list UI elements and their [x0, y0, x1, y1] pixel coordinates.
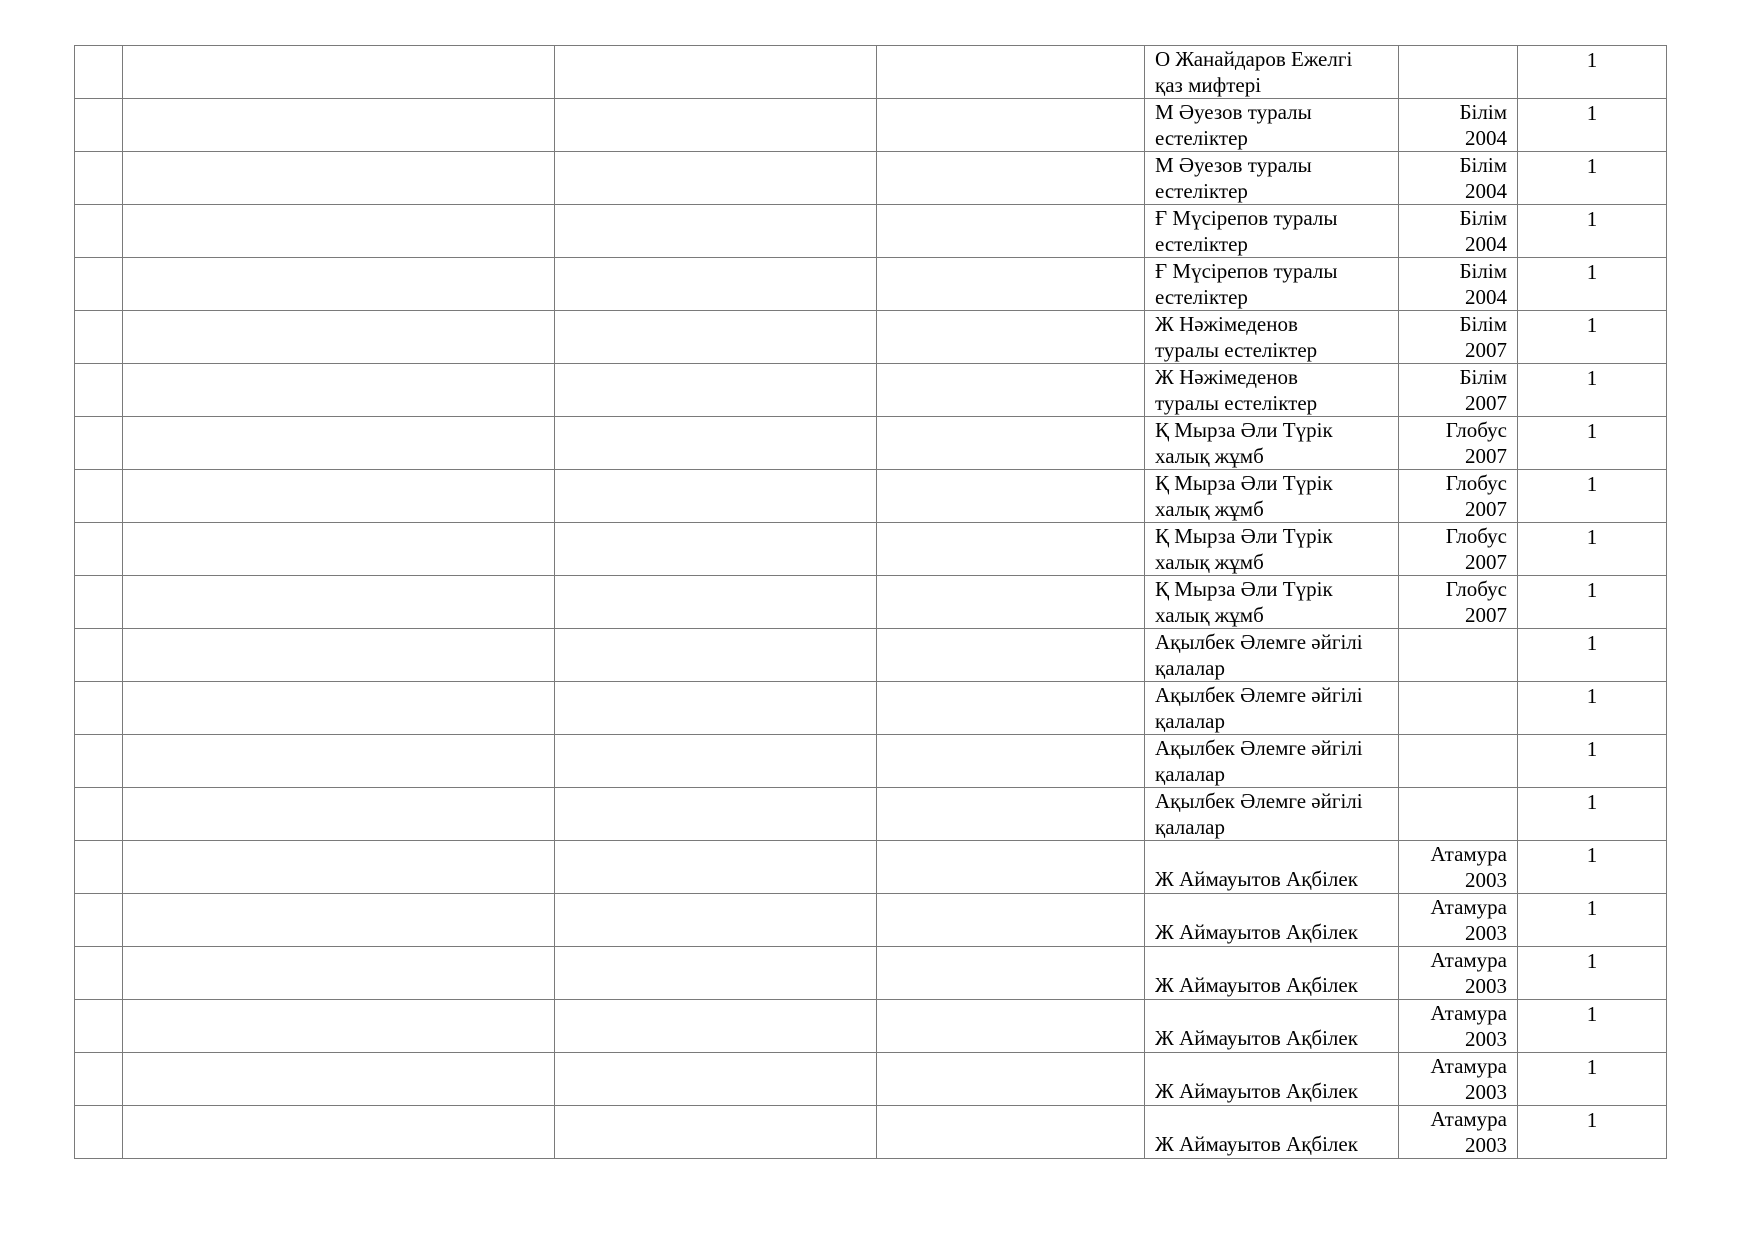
publisher-line: Атамура [1430, 895, 1507, 919]
table-row [75, 1053, 1667, 1106]
quantity-cell: 1 [1518, 1053, 1667, 1106]
book-title-line: естеліктер [1155, 126, 1248, 150]
empty-cell [555, 364, 877, 417]
quantity-cell: 1 [1518, 841, 1667, 894]
empty-cell [75, 1000, 123, 1053]
book-title-cell [1145, 629, 1399, 682]
publisher-cell [1399, 1053, 1518, 1106]
quantity-cell: 1 [1518, 258, 1667, 311]
table-row [75, 523, 1667, 576]
empty-cell [877, 152, 1145, 205]
publisher-cell [1399, 99, 1518, 152]
quantity-cell: 1 [1518, 947, 1667, 1000]
empty-cell [877, 523, 1145, 576]
empty-cell [75, 152, 123, 205]
publisher-line: 2007 [1465, 603, 1507, 627]
table-row [75, 682, 1667, 735]
publisher-cell [1399, 894, 1518, 947]
empty-cell [555, 152, 877, 205]
book-title-line: Ақылбек Әлемге әйгілі [1155, 683, 1363, 707]
table-row [75, 735, 1667, 788]
book-title-cell [1145, 788, 1399, 841]
quantity-cell: 1 [1518, 46, 1667, 99]
empty-cell [555, 682, 877, 735]
table-row [75, 788, 1667, 841]
publisher-line: 2003 [1465, 974, 1507, 998]
empty-cell [123, 894, 555, 947]
empty-cell [877, 629, 1145, 682]
book-title-line: қаз мифтері [1155, 73, 1262, 97]
publisher-line: 2004 [1465, 232, 1507, 256]
empty-cell [555, 417, 877, 470]
publisher-line: 2003 [1465, 1133, 1507, 1157]
empty-cell [75, 205, 123, 258]
empty-cell [75, 735, 123, 788]
publisher-cell [1399, 788, 1518, 841]
quantity-cell: 1 [1518, 311, 1667, 364]
book-title-cell [1145, 841, 1399, 894]
book-title-cell [1145, 523, 1399, 576]
quantity-cell: 1 [1518, 576, 1667, 629]
quantity-cell: 1 [1518, 629, 1667, 682]
publisher-line: 2007 [1465, 444, 1507, 468]
table-row [75, 152, 1667, 205]
publisher-line: Білім [1459, 206, 1507, 230]
empty-cell [555, 629, 877, 682]
empty-cell [75, 523, 123, 576]
empty-cell [123, 841, 555, 894]
quantity-cell: 1 [1518, 682, 1667, 735]
book-title-line: халық жұмб [1155, 603, 1264, 627]
table-row [75, 841, 1667, 894]
empty-cell [75, 364, 123, 417]
empty-cell [555, 258, 877, 311]
empty-cell [123, 311, 555, 364]
empty-cell [123, 205, 555, 258]
empty-cell [555, 1106, 877, 1159]
book-title-line: Ж Аймауытов Ақбілек [1155, 1079, 1358, 1103]
empty-cell [555, 523, 877, 576]
publisher-line: Білім [1459, 259, 1507, 283]
empty-cell [555, 205, 877, 258]
book-title-line: халық жұмб [1155, 497, 1264, 521]
table-row [75, 46, 1667, 99]
quantity-cell: 1 [1518, 364, 1667, 417]
book-title-line: естеліктер [1155, 232, 1248, 256]
empty-cell [123, 735, 555, 788]
empty-cell [877, 470, 1145, 523]
publisher-line: 2004 [1465, 126, 1507, 150]
empty-cell [877, 258, 1145, 311]
quantity-cell: 1 [1518, 894, 1667, 947]
empty-cell [123, 99, 555, 152]
book-title-cell [1145, 894, 1399, 947]
book-title-cell [1145, 1053, 1399, 1106]
empty-cell [555, 947, 877, 1000]
publisher-line: Атамура [1430, 842, 1507, 866]
book-title-line: халық жұмб [1155, 550, 1264, 574]
book-title-line: Ж Нәжімеденов [1155, 365, 1298, 389]
book-inventory-table [74, 45, 1667, 1159]
empty-cell [555, 1053, 877, 1106]
quantity-cell: 1 [1518, 735, 1667, 788]
quantity-cell: 1 [1518, 1000, 1667, 1053]
empty-cell [123, 364, 555, 417]
publisher-cell [1399, 364, 1518, 417]
book-title-line: естеліктер [1155, 179, 1248, 203]
table-row [75, 1106, 1667, 1159]
empty-cell [75, 417, 123, 470]
empty-cell [123, 417, 555, 470]
table-row [75, 417, 1667, 470]
quantity-cell: 1 [1518, 205, 1667, 258]
publisher-line: Глобус [1445, 418, 1507, 442]
publisher-line: 2007 [1465, 391, 1507, 415]
book-title-cell [1145, 682, 1399, 735]
quantity-cell: 1 [1518, 470, 1667, 523]
book-title-line: О Жанайдаров Ежелгі [1155, 47, 1353, 71]
book-title-cell [1145, 152, 1399, 205]
publisher-cell [1399, 205, 1518, 258]
table-row [75, 576, 1667, 629]
empty-cell [123, 152, 555, 205]
book-title-line: Ғ Мүсірепов туралы [1155, 206, 1338, 230]
empty-cell [877, 1053, 1145, 1106]
publisher-cell [1399, 417, 1518, 470]
empty-cell [877, 894, 1145, 947]
publisher-line: 2004 [1465, 179, 1507, 203]
empty-cell [75, 629, 123, 682]
book-title-line: Ақылбек Әлемге әйгілі [1155, 630, 1363, 654]
table-row [75, 258, 1667, 311]
book-title-line: қалалар [1155, 815, 1225, 839]
publisher-cell [1399, 1000, 1518, 1053]
book-title-cell [1145, 99, 1399, 152]
book-title-cell [1145, 576, 1399, 629]
book-title-cell [1145, 947, 1399, 1000]
book-title-line: Қ Мырза Әли Түрік [1155, 577, 1333, 601]
publisher-cell [1399, 576, 1518, 629]
empty-cell [877, 682, 1145, 735]
publisher-line: Атамура [1430, 1054, 1507, 1078]
book-title-line: М Әуезов туралы [1155, 100, 1312, 124]
book-title-cell [1145, 311, 1399, 364]
publisher-cell [1399, 629, 1518, 682]
quantity-cell: 1 [1518, 417, 1667, 470]
table-row [75, 311, 1667, 364]
book-title-line: туралы естеліктер [1155, 338, 1318, 362]
empty-cell [75, 99, 123, 152]
empty-cell [877, 1106, 1145, 1159]
empty-cell [555, 841, 877, 894]
empty-cell [877, 576, 1145, 629]
book-title-line: Ж Аймауытов Ақбілек [1155, 920, 1358, 944]
empty-cell [555, 576, 877, 629]
table-row [75, 894, 1667, 947]
empty-cell [75, 841, 123, 894]
empty-cell [555, 894, 877, 947]
book-title-line: Ж Аймауытов Ақбілек [1155, 973, 1358, 997]
publisher-cell [1399, 311, 1518, 364]
empty-cell [877, 205, 1145, 258]
quantity-cell: 1 [1518, 788, 1667, 841]
table-row [75, 629, 1667, 682]
book-title-cell [1145, 417, 1399, 470]
publisher-line: 2004 [1465, 285, 1507, 309]
publisher-cell [1399, 258, 1518, 311]
empty-cell [123, 1106, 555, 1159]
book-title-cell [1145, 205, 1399, 258]
empty-cell [75, 576, 123, 629]
publisher-line: Атамура [1430, 1001, 1507, 1025]
book-title-line: Ж Нәжімеденов [1155, 312, 1298, 336]
publisher-line: Білім [1459, 365, 1507, 389]
book-title-line: Ақылбек Әлемге әйгілі [1155, 736, 1363, 760]
publisher-line: Глобус [1445, 577, 1507, 601]
publisher-cell [1399, 46, 1518, 99]
empty-cell [75, 470, 123, 523]
book-title-cell [1145, 46, 1399, 99]
empty-cell [877, 364, 1145, 417]
publisher-line: Білім [1459, 100, 1507, 124]
empty-cell [123, 258, 555, 311]
publisher-line: 2003 [1465, 868, 1507, 892]
empty-cell [877, 311, 1145, 364]
table-row [75, 470, 1667, 523]
empty-cell [123, 523, 555, 576]
table-row [75, 1000, 1667, 1053]
publisher-line: Атамура [1430, 948, 1507, 972]
book-title-line: Ақылбек Әлемге әйгілі [1155, 789, 1363, 813]
publisher-line: 2007 [1465, 550, 1507, 574]
publisher-cell [1399, 841, 1518, 894]
book-title-line: Қ Мырза Әли Түрік [1155, 471, 1333, 495]
book-title-line: Қ Мырза Әли Түрік [1155, 418, 1333, 442]
empty-cell [877, 735, 1145, 788]
book-title-line: Қ Мырза Әли Түрік [1155, 524, 1333, 548]
empty-cell [123, 947, 555, 1000]
empty-cell [75, 947, 123, 1000]
publisher-cell [1399, 735, 1518, 788]
empty-cell [877, 46, 1145, 99]
publisher-line: Білім [1459, 312, 1507, 336]
empty-cell [555, 470, 877, 523]
empty-cell [123, 1053, 555, 1106]
empty-cell [555, 735, 877, 788]
book-title-line: қалалар [1155, 709, 1225, 733]
book-title-cell [1145, 364, 1399, 417]
empty-cell [75, 311, 123, 364]
empty-cell [75, 1106, 123, 1159]
book-title-cell [1145, 470, 1399, 523]
publisher-line: Глобус [1445, 471, 1507, 495]
publisher-line: 2007 [1465, 497, 1507, 521]
empty-cell [123, 470, 555, 523]
book-title-line: Ж Аймауытов Ақбілек [1155, 867, 1358, 891]
empty-cell [75, 46, 123, 99]
book-title-cell [1145, 735, 1399, 788]
book-title-cell [1145, 1106, 1399, 1159]
book-title-line: қалалар [1155, 762, 1225, 786]
quantity-cell: 1 [1518, 99, 1667, 152]
book-title-cell [1145, 258, 1399, 311]
quantity-cell: 1 [1518, 523, 1667, 576]
empty-cell [75, 682, 123, 735]
publisher-cell [1399, 682, 1518, 735]
publisher-cell [1399, 152, 1518, 205]
book-title-line: М Әуезов туралы [1155, 153, 1312, 177]
empty-cell [123, 1000, 555, 1053]
book-title-line: Ж Аймауытов Ақбілек [1155, 1026, 1358, 1050]
empty-cell [75, 788, 123, 841]
empty-cell [75, 1053, 123, 1106]
empty-cell [555, 46, 877, 99]
publisher-line: 2003 [1465, 1027, 1507, 1051]
book-title-line: қалалар [1155, 656, 1225, 680]
publisher-line: 2003 [1465, 921, 1507, 945]
empty-cell [555, 311, 877, 364]
empty-cell [123, 46, 555, 99]
table-row [75, 205, 1667, 258]
book-title-line: туралы естеліктер [1155, 391, 1318, 415]
empty-cell [123, 788, 555, 841]
book-title-line: Ғ Мүсірепов туралы [1155, 259, 1338, 283]
table-body [75, 46, 1667, 1159]
empty-cell [877, 417, 1145, 470]
book-title-line: халық жұмб [1155, 444, 1264, 468]
publisher-cell [1399, 947, 1518, 1000]
empty-cell [75, 258, 123, 311]
quantity-cell: 1 [1518, 152, 1667, 205]
publisher-line: 2007 [1465, 338, 1507, 362]
table-row [75, 947, 1667, 1000]
quantity-cell: 1 [1518, 1106, 1667, 1159]
publisher-cell [1399, 523, 1518, 576]
book-title-line: естеліктер [1155, 285, 1248, 309]
empty-cell [123, 629, 555, 682]
publisher-cell [1399, 470, 1518, 523]
publisher-line: Атамура [1430, 1107, 1507, 1131]
empty-cell [877, 947, 1145, 1000]
empty-cell [123, 576, 555, 629]
table-row [75, 364, 1667, 417]
empty-cell [877, 788, 1145, 841]
publisher-cell [1399, 1106, 1518, 1159]
empty-cell [555, 1000, 877, 1053]
publisher-line: Глобус [1445, 524, 1507, 548]
publisher-line: Білім [1459, 153, 1507, 177]
table-row [75, 99, 1667, 152]
empty-cell [555, 99, 877, 152]
book-title-cell [1145, 1000, 1399, 1053]
empty-cell [123, 682, 555, 735]
empty-cell [877, 1000, 1145, 1053]
publisher-line: 2003 [1465, 1080, 1507, 1104]
empty-cell [877, 841, 1145, 894]
book-title-line: Ж Аймауытов Ақбілек [1155, 1132, 1358, 1156]
empty-cell [877, 99, 1145, 152]
empty-cell [75, 894, 123, 947]
empty-cell [555, 788, 877, 841]
